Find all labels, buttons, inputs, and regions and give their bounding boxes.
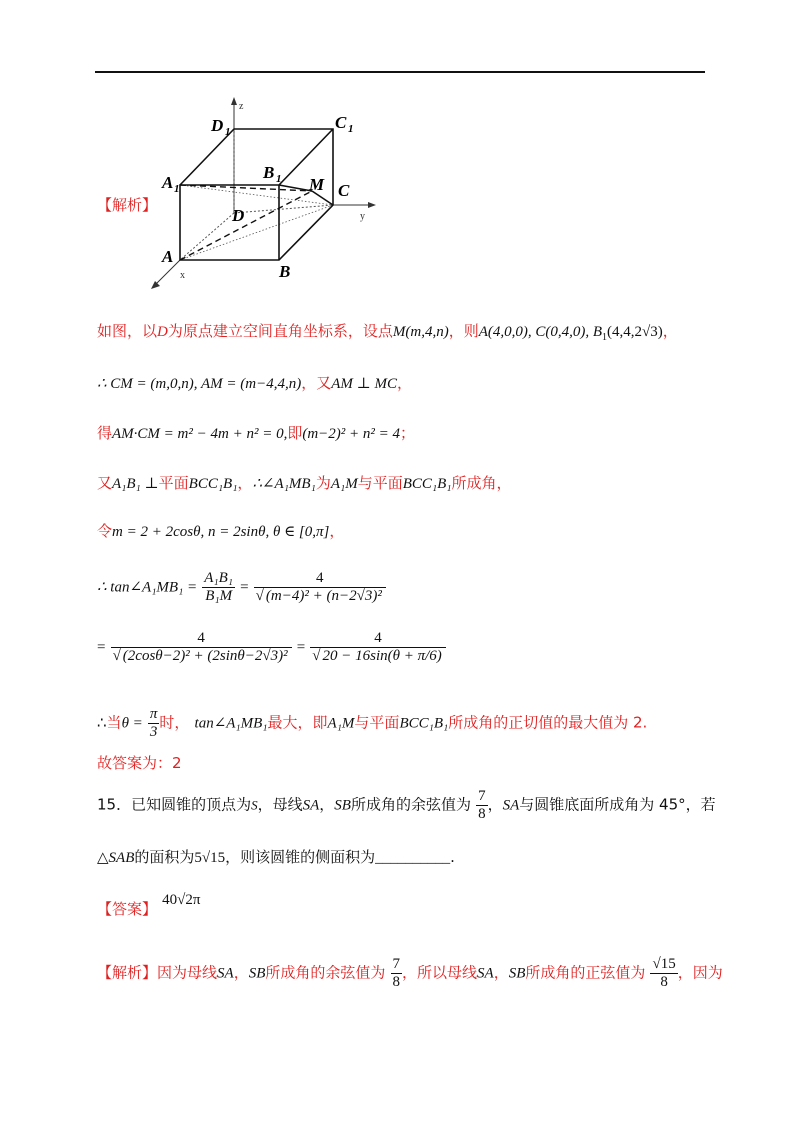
answer-line: 故答案为：2 <box>97 754 182 772</box>
label-a: A <box>162 173 174 192</box>
answer-row <box>97 892 201 919</box>
label-d: D <box>211 116 224 135</box>
solution-line-3: 得AM·CM = m² − 4m + n² = 0,即(m−2)² + n² = 4； <box>97 424 416 442</box>
question-15-line-2: △SAB的面积为5√15，则该圆锥的侧面积为__________. <box>97 848 455 866</box>
answer-value: 40√2π <box>162 892 201 908</box>
label-b-bottom: B <box>279 262 291 281</box>
analysis-label: 【解析】 <box>97 196 158 214</box>
label-a-bottom: A <box>162 247 174 266</box>
x-arrow <box>151 281 160 289</box>
solution-line-7: = $\frac{4}{\text{√ (2cosθ−2)² + (2sinθ−2√3)²}}$ = $\frac{4}{√ 20 - 16\sin(\theta + \pi/6)}$ <box>97 630 446 664</box>
label-a-sub: 1 <box>174 183 180 195</box>
answer-blank: __________ <box>375 850 451 866</box>
z-arrow <box>231 97 237 105</box>
dashed-a-m <box>180 191 312 260</box>
analysis-15-line: 【解析】因为母线SA，SB所成角的余弦值为 $\frac{7}{8}$ ，所以母线SA，SB所成角的正弦值为 $\frac{√15}{8}$ ，因为 <box>97 956 723 990</box>
solution-line-2: ∴ CM = (m,0,n), AM = (m−4,4,n)，又AM ⊥ MC， <box>97 374 412 392</box>
label-d-sub: 1 <box>225 126 231 138</box>
cube-figure <box>150 95 380 295</box>
solution-line-1: 如图，以D为原点建立空间直角坐标系，设点M(m,4,n)，则A(4,0,0), C(0,4,0), $B_1(4,4,2√3)$， <box>97 322 678 344</box>
solution-line-5: 令m = 2 + 2cosθ, n = 2sinθ, θ ∈ [0,π]， <box>97 522 345 540</box>
solution-line-6: ∴ tan∠A₁MB₁ = $\frac{\text{A₁B₁}}{\text{B₁M}}$ = $\frac{4}{\text{√ (m−4)² + (n−2√3)²}}$ <box>97 570 386 604</box>
axis-label-z: z <box>239 101 244 112</box>
question-15-line-1: 15．已知圆锥的顶点为S，母线SA，SB所成角的余弦值为 $\frac{7}{8}$ ，SA与圆锥底面所成角为 45°，若 <box>97 788 716 822</box>
label-b-sub: 1 <box>276 173 282 185</box>
label-c-bottom: C <box>338 181 350 200</box>
y-arrow <box>368 202 376 208</box>
solution-line-8: ∴当θ = $\frac{\pi}{3}$ 时， tan∠A₁MB₁最大，即A₁M与平面BCC₁B₁所成角的正切值的最大值为 2. <box>97 706 648 740</box>
header-rule <box>95 71 705 73</box>
label-c: C <box>335 113 347 132</box>
label-c-sub: 1 <box>348 123 354 135</box>
solution-line-4: 又A₁B₁ ⊥平面BCC₁B₁，∴∠A₁MB₁为A₁M与平面BCC₁B₁所成角， <box>97 474 512 492</box>
axis-label-y: y <box>360 211 365 222</box>
axis-label-x: x <box>180 270 185 281</box>
label-d-bottom: D <box>232 206 245 225</box>
answer-label: 【答案】 <box>97 900 158 918</box>
label-b: B <box>263 163 275 182</box>
label-m: M <box>309 175 325 194</box>
